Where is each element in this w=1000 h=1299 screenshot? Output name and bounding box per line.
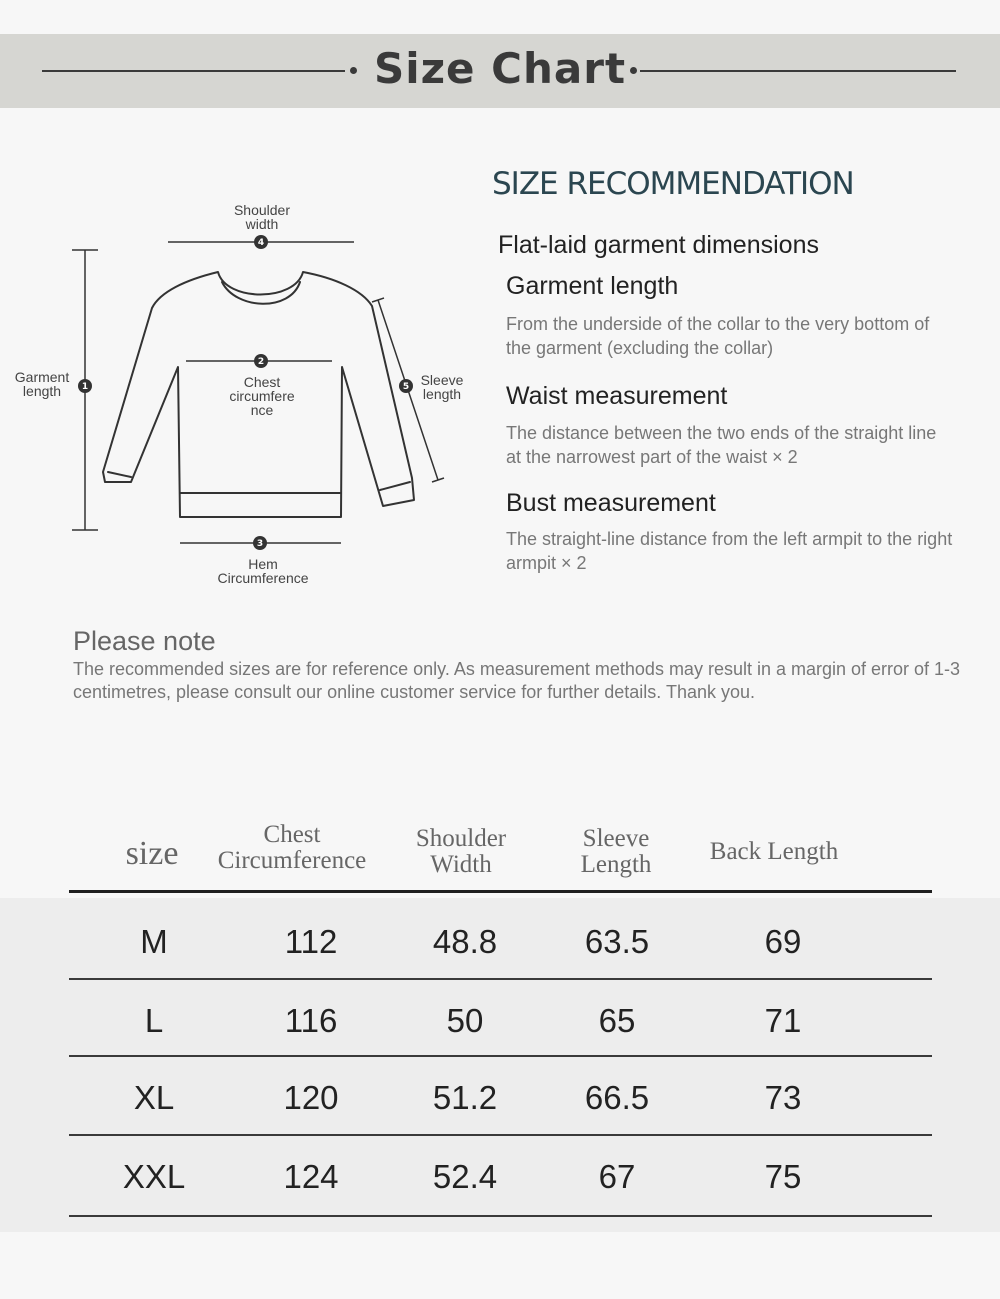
cell-back-length: 73	[764, 1079, 802, 1116]
table-header-rule	[69, 890, 932, 893]
page-title: Size Chart	[373, 44, 627, 93]
banner-dot-right	[630, 67, 637, 74]
header-size: size	[125, 835, 179, 872]
table-row	[0, 1056, 1000, 1134]
cell-size: XXL	[122, 1158, 186, 1195]
note-text: The recommended sizes are for reference only. As measurement methods may result in a margin of error of 1-3 centimetres, please consult our online customer service for further details. Thank you.	[73, 659, 961, 702]
cell-shoulder: 52.4	[432, 1158, 498, 1195]
cell-size: M	[140, 923, 168, 960]
waist-measurement-desc: The distance between the two ends of the straight line at the narrowest part of the waist × 2	[506, 423, 937, 467]
bust-measurement-title: Bust measurement	[506, 489, 716, 517]
recommendation-subtitle: Flat-laid garment dimensions	[498, 231, 819, 259]
marker-2-label: 2	[257, 357, 265, 367]
recommendation-title: SIZE RECOMMENDATION	[492, 166, 854, 202]
banner-divider-right	[640, 70, 956, 72]
hem-circumference-label: Hem Circumference	[217, 556, 309, 586]
cell-back-length: 69	[764, 923, 802, 960]
note-title: Please note	[73, 626, 216, 656]
sleeve-length-label: Sleeve length	[420, 372, 464, 402]
cell-back-length: 75	[764, 1158, 802, 1195]
size-table-body	[0, 898, 1000, 1232]
table-row	[0, 900, 1000, 978]
cell-size: XL	[133, 1079, 175, 1116]
header-chest-circumference: Chest Circumference	[217, 821, 367, 874]
table-row	[0, 979, 1000, 1057]
garment-length-label: Garment length	[14, 369, 70, 399]
header-back-length: Back Length	[709, 838, 839, 865]
table-row	[0, 1135, 1000, 1213]
cell-chest: 124	[283, 1158, 339, 1195]
cell-chest: 112	[284, 923, 338, 960]
cell-chest: 120	[283, 1079, 339, 1116]
cell-back-length: 71	[764, 1002, 802, 1039]
garment-length-title: Garment length	[506, 272, 679, 300]
header-sleeve-length: Sleeve Length	[580, 825, 652, 878]
marker-3-label: 3	[256, 539, 264, 549]
marker-4-label: 4	[257, 238, 265, 248]
cell-chest: 116	[284, 1002, 338, 1039]
table-bottom-rule	[69, 1215, 932, 1217]
shoulder-width-label: Shoulder width	[233, 202, 291, 232]
cell-sleeve: 66.5	[584, 1079, 650, 1116]
cell-sleeve: 65	[598, 1002, 636, 1039]
header-shoulder-width: Shoulder Width	[415, 825, 507, 878]
cell-shoulder: 50	[446, 1002, 484, 1039]
marker-5-label: 5	[402, 382, 410, 392]
chest-circumference-label: Chest circumfere nce	[229, 374, 295, 418]
bust-measurement-desc: The straight-line distance from the left armpit to the right armpit × 2	[506, 529, 953, 573]
cell-size: L	[144, 1002, 164, 1039]
garment-length-desc: From the underside of the collar to the very bottom of the garment (excluding the collar)	[506, 314, 930, 358]
title-banner	[0, 34, 1000, 108]
cell-shoulder: 51.2	[432, 1079, 498, 1116]
cell-sleeve: 67	[598, 1158, 636, 1195]
cell-sleeve: 63.5	[584, 923, 650, 960]
cell-shoulder: 48.8	[432, 923, 498, 960]
waist-measurement-title: Waist measurement	[506, 382, 728, 410]
garment-diagram	[0, 190, 480, 600]
marker-1-label: 1	[81, 382, 89, 392]
size-table-header	[0, 815, 1000, 893]
